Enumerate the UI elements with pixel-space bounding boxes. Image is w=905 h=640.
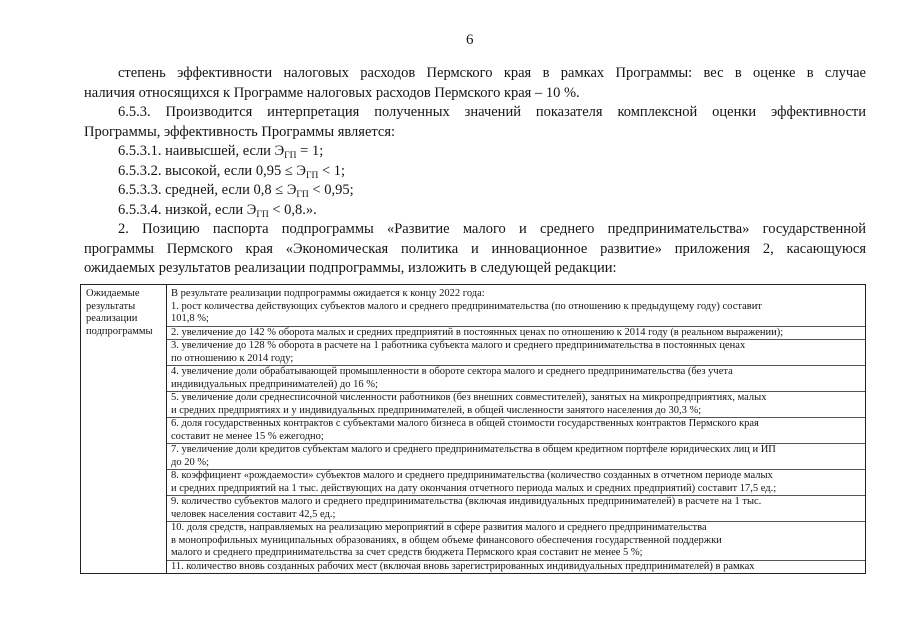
criterion-condition: < 1;: [318, 162, 346, 179]
criterion-item: [84, 162, 866, 182]
page-number: 6: [466, 32, 474, 48]
amendment-line: 2. Позицию паспорта подпрограммы «Развитие малого и среднего предпринимательства» государственной: [118, 221, 866, 237]
amendment-line: программы Пермского края «Экономическая политика и инновационное развитие» приложения 2, касающуюся: [84, 240, 866, 257]
result-item-line: человек населения составит 42,5 ед.;: [171, 508, 336, 520]
table-label-line: результаты: [86, 300, 136, 312]
criterion-subscript: ГП: [256, 209, 269, 220]
criterion-text: 6.5.3.2. высокой, если 0,95 ≤ Э: [118, 162, 306, 179]
result-item-line: индивидуальных предпринимателей) до 16 %;: [171, 378, 378, 390]
criterion-subscript: ГП: [284, 151, 297, 161]
result-item-line: 9. количество субъектов малого и среднего предпринимательства (включая индивидуальных предпринимателей) в расчете на 1 тыс.: [171, 496, 762, 507]
criterion-condition: < 0,8.».: [268, 201, 317, 218]
result-item: [167, 443, 865, 469]
paragraph-line: наличия относящихся к Программе налоговых расходов Пермского края – 10 %.: [84, 84, 580, 101]
criterion-item: [84, 181, 866, 201]
criterion-text: 6.5.3.1. наивысшей, если Э: [118, 143, 285, 159]
result-item: [167, 391, 865, 417]
table-intro: В результате реализации подпрограммы ожидается к концу 2022 года:: [171, 288, 485, 299]
result-item-line: до 20 %;: [171, 456, 210, 468]
table-label-line: подпрограммы: [86, 325, 153, 337]
paragraph-line: 6.5.3. Производится интерпретация полученных значений показателя комплексной оценки эффективности: [118, 104, 866, 120]
result-item-line: 4. увеличение доли обрабатывающей промышленности в обороте сектора малого и среднего предпринимательства (без учета: [171, 366, 733, 377]
table-content-cell: [167, 285, 865, 573]
body-text: [84, 64, 866, 279]
result-item-line: составит не менее 15 % ежегодно;: [171, 430, 324, 442]
result-item-line: 6. доля государственных контрактов с субъектами малого бизнеса в общей стоимости государственных контрактов Пермского края: [171, 418, 759, 429]
result-item-line: и средних предприятиях и у индивидуальных предпринимателей, в общей численности занятого населения до 30,3 %;: [171, 404, 702, 416]
result-item: [167, 495, 865, 521]
result-item-line: по отношению к 2014 году;: [171, 352, 294, 364]
result-item-line: и средних предприятий на 1 тыс. действующих на дату окончания отчетного периода малых и средних предприятий) составит 17,5 ед.;: [171, 482, 777, 494]
result-item: [167, 560, 865, 574]
result-item: [167, 365, 865, 391]
criterion-item: [84, 142, 866, 162]
result-item-line: 3. увеличение до 128 % оборота в расчете на 1 работника субъекта малого и среднего предпринимательства в постоянных ценах: [171, 340, 746, 351]
paragraph-line: степень эффективности налоговых расходов Пермского края в рамках Программы: вес в оценке в случае: [118, 65, 866, 81]
result-item-line: 10. доля средств, направляемых на реализацию мероприятий в сфере развития малого и среднего предпринимательства: [171, 522, 707, 533]
result-item-line: 8. коэффициент «рождаемости» субъектов малого и среднего предпринимательства (количество созданных в отчетном периоде малых: [171, 470, 773, 481]
criterion-text: 6.5.3.4. низкой, если Э: [118, 201, 257, 218]
table-label-line: Ожидаемые: [86, 288, 140, 299]
results-table: [80, 284, 866, 574]
result-item-line: в монопрофильных муниципальных образованиях, в общем объеме финансового обеспечения государственной поддержки: [171, 534, 722, 546]
criterion-subscript: ГП: [305, 170, 319, 181]
table-label-cell: [81, 285, 167, 573]
criterion-subscript: ГП: [296, 190, 309, 200]
criterion-condition: < 0,95;: [308, 182, 354, 198]
result-item: [167, 521, 865, 560]
table-label-line: реализации: [86, 313, 138, 325]
result-item: [167, 301, 865, 326]
result-item-line: 101,8 %;: [171, 313, 209, 324]
result-item-line: малого и среднего предпринимательства за счет средств бюджета Пермского края составит не менее 5 %;: [171, 547, 643, 558]
paragraph-line: Программы, эффективность Программы является:: [84, 123, 396, 140]
result-item: [167, 326, 865, 340]
result-item-line: 1. рост количества действующих субъектов малого и среднего предпринимательства (по отношению к предыдущему году) составит: [171, 300, 762, 312]
result-item-line: 2. увеличение до 142 % оборота малых и средних предприятий в постоянных ценах по отношению к 2014 году (в реальном выражении);: [171, 326, 784, 338]
result-item: [167, 339, 865, 365]
criterion-item: [84, 201, 866, 221]
result-item-line: 5. увеличение доли среднесписочной численности работников (без внешних совместителей), занятых на микропредприятиях, малых: [171, 392, 767, 403]
criterion-text: 6.5.3.3. средней, если 0,8 ≤ Э: [118, 182, 297, 198]
criterion-condition: = 1;: [296, 143, 324, 159]
result-item-line: 7. увеличение доли кредитов субъектам малого и среднего предпринимательства в общем кредитном портфеле юридических лиц и ИП: [171, 444, 776, 455]
result-item-line: 11. количество вновь созданных рабочих мест (включая вновь зарегистрированных индивидуальных предпринимателей) в рамках: [171, 560, 755, 572]
result-item: [167, 417, 865, 443]
amendment-line: ожидаемых результатов реализации подпрограммы, изложить в следующей редакции:: [84, 260, 617, 276]
result-item: [167, 469, 865, 495]
